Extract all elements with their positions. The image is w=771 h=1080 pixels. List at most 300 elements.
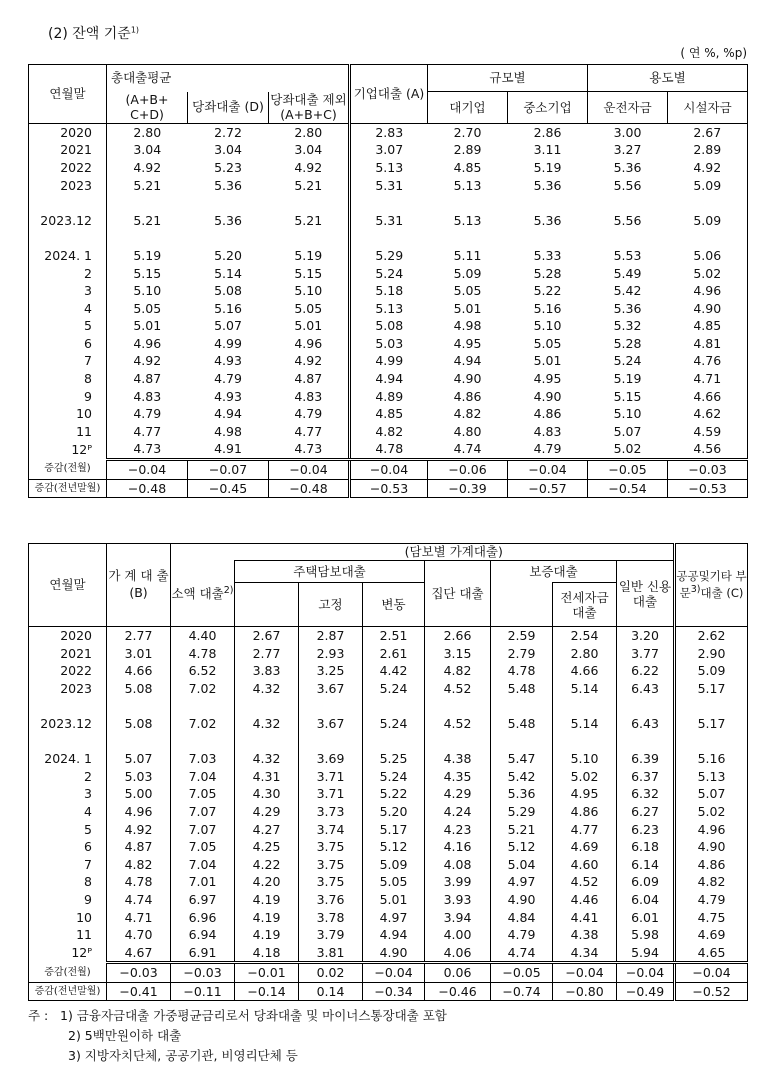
table-cell: 5.09 — [668, 212, 748, 230]
table-row — [29, 944, 748, 963]
table-cell: 5.01 — [363, 891, 425, 909]
header-jeonse: 전세자금 대출 — [553, 583, 617, 627]
table-cell: 4.96 — [675, 821, 748, 839]
table-cell: 4.31 — [235, 768, 299, 786]
table-cell: 5.19 — [533, 159, 562, 175]
change-cell: −0.46 — [425, 982, 491, 1001]
change-cell: −0.04 — [553, 963, 617, 983]
table-cell: 2.80 — [133, 124, 162, 140]
table-row — [29, 265, 748, 283]
table-cell: 5.28 — [613, 335, 642, 351]
table-cell: 5.10 — [269, 282, 350, 300]
table-cell: 4.76 — [668, 352, 748, 370]
row-label: 9 — [29, 891, 107, 909]
table-cell: 4.87 — [133, 371, 162, 387]
table-cell: 5.17 — [675, 680, 748, 698]
table-cell: 6.39 — [617, 750, 675, 768]
table-cell: 4.84 — [491, 909, 553, 927]
change-cell: −0.03 — [171, 963, 235, 983]
table-row — [29, 627, 748, 645]
table-cell: 5.09 — [363, 856, 425, 874]
row-label: 2 — [29, 265, 107, 283]
table-cell: 2.61 — [363, 645, 425, 663]
table-cell — [171, 697, 235, 715]
table-cell: 5.05 — [363, 873, 425, 891]
table-cell: 4.69 — [553, 838, 617, 856]
table-cell: 5.13 — [453, 212, 482, 228]
table-cell — [188, 194, 269, 212]
table-row — [29, 697, 748, 715]
table-cell: 4.79 — [214, 371, 242, 387]
table-cell — [617, 697, 675, 715]
table-row — [29, 423, 748, 441]
table-cell: 5.19 — [613, 371, 642, 387]
change-cell: −0.05 — [588, 460, 668, 480]
table-row — [29, 838, 748, 856]
row-label: 8 — [29, 873, 107, 891]
row-label — [29, 194, 107, 212]
table-cell: 4.67 — [107, 944, 171, 963]
table-cell: 2.59 — [491, 627, 553, 645]
table-cell: 4.92 — [133, 353, 162, 369]
note-3: 3) 지방자치단체, 공공기관, 비영리단체 등 — [68, 1048, 298, 1063]
row-label: 12ᴾ — [29, 440, 107, 459]
table-cell: 6.52 — [171, 662, 235, 680]
table-cell: 4.83 — [269, 388, 350, 406]
table-row — [29, 785, 748, 803]
table-cell: 7.07 — [171, 803, 235, 821]
table-cell: 4.77 — [133, 423, 162, 439]
table-cell: 6.04 — [617, 891, 675, 909]
table-cell: 3.83 — [235, 662, 299, 680]
table-cell: 4.75 — [675, 909, 748, 927]
table-cell — [508, 229, 588, 247]
table-cell: 4.93 — [214, 353, 242, 369]
change-row-label: 증감(전월) — [29, 460, 107, 480]
change-cell: 0.14 — [299, 982, 363, 1001]
table-cell — [553, 733, 617, 751]
table-cell: 4.32 — [235, 750, 299, 768]
table-cell: 4.83 — [533, 423, 562, 439]
table-cell: 5.42 — [491, 768, 553, 786]
table-row — [29, 405, 748, 423]
row-label: 2024. 1 — [29, 247, 107, 265]
change-cell: −0.04 — [675, 963, 748, 983]
table-cell — [675, 733, 748, 751]
row-label: 9 — [29, 388, 107, 406]
table-cell: 4.38 — [553, 926, 617, 944]
table-cell — [299, 697, 363, 715]
row-label: 10 — [29, 909, 107, 927]
table-cell: 5.36 — [533, 177, 562, 193]
table-cell: 5.00 — [107, 785, 171, 803]
table-cell: 5.14 — [553, 680, 617, 698]
table-cell: 6.22 — [617, 662, 675, 680]
table-cell: 3.11 — [533, 142, 562, 158]
table-cell: 5.23 — [214, 159, 242, 175]
table-cell: 5.48 — [491, 680, 553, 698]
table-cell: 5.21 — [269, 177, 350, 195]
table-cell: 4.97 — [363, 909, 425, 927]
change-row — [29, 963, 748, 983]
table-cell: 4.92 — [269, 352, 350, 370]
table-row — [29, 909, 748, 927]
row-label — [29, 697, 107, 715]
table-row — [29, 141, 748, 159]
table-cell: 3.71 — [299, 785, 363, 803]
table-cell: 2.66 — [425, 627, 491, 645]
table-cell: 4.87 — [107, 838, 171, 856]
table-cell — [350, 229, 428, 247]
unit-label: ( 연 %, %p) — [680, 46, 747, 60]
header-mortgage: 주택담보대출 — [235, 561, 425, 583]
note-1: 주 : 1) 금융자금대출 가중평균금리로서 당좌대출 및 마이너스통장대출 포함 — [28, 1008, 447, 1023]
row-label: 8 — [29, 370, 107, 388]
change-row-label: 증감(전년말월) — [29, 982, 107, 1001]
table-cell: 6.23 — [617, 821, 675, 839]
table-cell: 5.12 — [491, 838, 553, 856]
table-cell: 5.13 — [350, 159, 428, 177]
table-cell: 5.07 — [613, 423, 642, 439]
table-cell — [235, 697, 299, 715]
table-cell: 3.76 — [299, 891, 363, 909]
table-cell: 5.02 — [675, 803, 748, 821]
table-cell: 5.08 — [350, 317, 428, 335]
table-cell: 4.77 — [269, 423, 350, 441]
table-cell: 4.96 — [668, 282, 748, 300]
table-cell: 5.12 — [363, 838, 425, 856]
table-row — [29, 388, 748, 406]
table-cell: 2.77 — [235, 645, 299, 663]
row-label: 6 — [29, 838, 107, 856]
table-cell — [668, 194, 748, 212]
table-cell: 4.78 — [171, 645, 235, 663]
table-cell: 5.31 — [350, 212, 428, 230]
table-cell: 6.43 — [617, 680, 675, 698]
change-cell: −0.48 — [269, 479, 350, 498]
table-cell: 5.28 — [533, 265, 562, 281]
table-cell: 6.09 — [617, 873, 675, 891]
table-cell: 4.99 — [214, 335, 242, 351]
table-row — [29, 768, 748, 786]
table-cell — [299, 733, 363, 751]
table-cell: 5.13 — [350, 300, 428, 318]
row-label — [29, 229, 107, 247]
table-cell — [350, 194, 428, 212]
table-cell: 4.78 — [107, 873, 171, 891]
table-cell: 5.01 — [133, 318, 162, 334]
change-cell: −0.04 — [350, 460, 428, 480]
table-cell: 5.14 — [214, 265, 242, 281]
table-cell — [188, 229, 269, 247]
table-cell: 4.90 — [491, 891, 553, 909]
table-cell — [107, 194, 188, 212]
table-cell: 4.59 — [668, 423, 748, 441]
table-cell: 5.36 — [533, 212, 562, 228]
table-cell: 4.79 — [133, 406, 162, 422]
table-cell: 5.42 — [613, 283, 642, 299]
table-cell: 5.29 — [491, 803, 553, 821]
header-corporate: 기업대출 (A) — [350, 65, 428, 124]
header-overdraft: 당좌대출 (D) — [188, 92, 269, 124]
table-cell: 2.93 — [299, 645, 363, 663]
table-cell: 4.82 — [107, 856, 171, 874]
table-cell: 3.99 — [425, 873, 491, 891]
table-cell — [428, 194, 508, 212]
table-row — [29, 317, 748, 335]
table-cell: 4.90 — [675, 838, 748, 856]
header-by-size: 규모별 — [428, 65, 588, 92]
table-row — [29, 440, 748, 459]
table-cell: 5.16 — [675, 750, 748, 768]
table-cell: 5.25 — [363, 750, 425, 768]
table-cell: 4.96 — [269, 335, 350, 353]
table-cell: 5.21 — [269, 212, 350, 230]
table-cell: 5.09 — [675, 662, 748, 680]
table-cell: 5.22 — [363, 785, 425, 803]
table-cell — [171, 733, 235, 751]
table-row — [29, 733, 748, 751]
table-cell: 4.19 — [235, 926, 299, 944]
table-cell: 5.14 — [553, 715, 617, 733]
table-cell: 4.87 — [269, 370, 350, 388]
table-cell: 6.27 — [617, 803, 675, 821]
table-cell: 4.65 — [675, 944, 748, 963]
table-cell: 4.06 — [425, 944, 491, 963]
table-cell: 3.25 — [299, 662, 363, 680]
table-cell: 4.27 — [235, 821, 299, 839]
table-cell: 3.27 — [613, 142, 642, 158]
table-row — [29, 750, 748, 768]
table-cell: 7.07 — [171, 821, 235, 839]
change-row-label: 증감(전월) — [29, 963, 107, 983]
table-cell: 4.29 — [235, 803, 299, 821]
table-cell: 5.07 — [107, 750, 171, 768]
table-cell: 3.75 — [299, 838, 363, 856]
table-row — [29, 335, 748, 353]
header-excl-overdraft: 당좌대출 제외 (A+B+C) — [269, 92, 350, 124]
table-cell: 5.24 — [350, 265, 428, 283]
table-cell: 4.16 — [425, 838, 491, 856]
table-cell: 5.08 — [107, 680, 171, 698]
table-cell: 4.95 — [533, 371, 562, 387]
table-cell: 5.02 — [553, 768, 617, 786]
table-cell: 5.09 — [668, 177, 748, 195]
table-cell: 4.91 — [188, 440, 269, 459]
row-label: 7 — [29, 856, 107, 874]
table-cell: 4.73 — [269, 440, 350, 459]
table-cell: 5.22 — [533, 283, 562, 299]
table-cell: 4.79 — [508, 440, 588, 459]
table-row — [29, 803, 748, 821]
table-row — [29, 873, 748, 891]
header-general-credit: 일반 신용 대출 — [617, 561, 675, 627]
table-row — [29, 123, 748, 141]
change-cell: −0.11 — [171, 982, 235, 1001]
table-cell: 5.07 — [214, 318, 242, 334]
table-cell: 5.21 — [133, 212, 162, 228]
table-cell: 4.42 — [363, 662, 425, 680]
table-cell: 5.05 — [533, 335, 562, 351]
table-cell — [363, 733, 425, 751]
table-cell: 4.95 — [553, 785, 617, 803]
table-cell: 4.52 — [425, 715, 491, 733]
table-row — [29, 352, 748, 370]
table-cell: 2.89 — [668, 141, 748, 159]
table-cell: 5.31 — [350, 177, 428, 195]
table-cell — [491, 697, 553, 715]
table-cell: 4.60 — [553, 856, 617, 874]
change-cell: 0.06 — [425, 963, 491, 983]
table-cell: 5.13 — [453, 177, 482, 193]
table-cell: 3.00 — [613, 124, 642, 140]
table-cell: 4.83 — [133, 388, 162, 404]
table-cell: 5.02 — [588, 440, 668, 459]
table-cell: 4.41 — [553, 909, 617, 927]
table-cell — [553, 697, 617, 715]
table-cell: 4.97 — [491, 873, 553, 891]
table-cell: 5.10 — [553, 750, 617, 768]
change-cell: −0.34 — [363, 982, 425, 1001]
table-cell: 2.80 — [553, 645, 617, 663]
table-cell: 2.87 — [299, 627, 363, 645]
table-cell: 5.13 — [675, 768, 748, 786]
table-row — [29, 247, 748, 265]
header-sme: 중소기업 — [508, 92, 588, 123]
table-row — [29, 212, 748, 230]
table-cell: 4.79 — [269, 405, 350, 423]
change-row — [29, 982, 748, 1001]
header-small-loan: 소액 대출$^{2)}$ — [171, 561, 235, 627]
table-cell: 4.70 — [107, 926, 171, 944]
table-cell: 2.77 — [107, 627, 171, 645]
table-cell: 3.93 — [425, 891, 491, 909]
table-cell: 4.38 — [425, 750, 491, 768]
table-cell: 4.35 — [425, 768, 491, 786]
table-row — [29, 680, 748, 698]
header-total-average: 총대출평균 — [107, 65, 350, 92]
table-cell: 5.36 — [214, 212, 242, 228]
title-footnote-mark: 1) — [130, 25, 140, 35]
table-row — [29, 715, 748, 733]
table-cell — [588, 229, 668, 247]
table-cell: 5.20 — [214, 247, 242, 263]
table-cell: 7.05 — [171, 785, 235, 803]
row-label: 10 — [29, 405, 107, 423]
table-cell: 4.95 — [453, 335, 482, 351]
table-cell: 5.36 — [613, 300, 642, 316]
table-cell: 4.19 — [235, 891, 299, 909]
change-cell: −0.04 — [508, 460, 588, 480]
table-cell: 4.71 — [107, 909, 171, 927]
change-cell: −0.54 — [588, 479, 668, 498]
table-cell: 4.71 — [668, 370, 748, 388]
table-cell: 5.01 — [533, 353, 562, 369]
table-row — [29, 159, 748, 177]
table-cell: 4.34 — [553, 944, 617, 963]
table-cell: 5.09 — [453, 265, 482, 281]
table-cell: 4.18 — [235, 944, 299, 963]
table-cell: 3.04 — [269, 141, 350, 159]
change-cell: −0.48 — [107, 479, 188, 498]
change-cell: −0.04 — [107, 460, 188, 480]
table-cell: 4.82 — [425, 662, 491, 680]
table-cell: 5.05 — [269, 300, 350, 318]
table-cell: 5.48 — [491, 715, 553, 733]
table-cell — [617, 733, 675, 751]
table-cell: 5.33 — [533, 247, 562, 263]
table-cell: 4.79 — [491, 926, 553, 944]
table-cell: 2.51 — [363, 627, 425, 645]
table-cell: 3.73 — [299, 803, 363, 821]
table-cell: 5.17 — [363, 821, 425, 839]
table-cell: 4.82 — [675, 873, 748, 891]
row-label: 12ᴾ — [29, 944, 107, 963]
table-cell: 3.75 — [299, 873, 363, 891]
table-cell — [269, 229, 350, 247]
table-cell: 5.24 — [363, 768, 425, 786]
header-total-sub: (A+B+ C+D) — [107, 92, 188, 124]
table-cell: 4.90 — [668, 300, 748, 318]
table-cell — [428, 229, 508, 247]
table-cell: 4.86 — [453, 388, 482, 404]
table-cell: 4.96 — [133, 335, 162, 351]
header-fixed: 고정 — [299, 583, 363, 627]
table-cell: 4.78 — [491, 662, 553, 680]
row-label: 2021 — [29, 141, 107, 159]
table-cell: 4.29 — [425, 785, 491, 803]
household-loan-rate-table — [28, 543, 748, 1001]
header-facility: 시설자금 — [668, 92, 748, 123]
row-label: 6 — [29, 335, 107, 353]
table-cell: 4.99 — [350, 352, 428, 370]
table-cell: 5.06 — [668, 247, 748, 265]
table-row — [29, 177, 748, 195]
change-cell: −0.49 — [617, 982, 675, 1001]
table-cell: 4.85 — [668, 317, 748, 335]
table-cell: 4.25 — [235, 838, 299, 856]
change-cell: −0.57 — [508, 479, 588, 498]
row-label: 5 — [29, 821, 107, 839]
table-cell: 7.04 — [171, 856, 235, 874]
table-cell: 5.20 — [363, 803, 425, 821]
table-row — [29, 300, 748, 318]
table-cell: 3.71 — [299, 768, 363, 786]
table-cell: 4.32 — [235, 680, 299, 698]
table-cell: 4.66 — [107, 662, 171, 680]
table-cell: 3.94 — [425, 909, 491, 927]
table-cell: 4.90 — [453, 371, 482, 387]
table-cell: 2.67 — [235, 627, 299, 645]
table-cell: 4.82 — [453, 406, 482, 422]
corporate-loan-rate-table — [28, 64, 748, 498]
row-label: 2022 — [29, 159, 107, 177]
row-label: 2024. 1 — [29, 750, 107, 768]
header-working: 운전자금 — [588, 92, 668, 123]
table-cell: 5.03 — [107, 768, 171, 786]
table-cell: 5.21 — [133, 177, 162, 193]
table-cell: 2.67 — [668, 123, 748, 141]
table-cell: 2.89 — [453, 142, 482, 158]
table-cell: 5.02 — [668, 265, 748, 283]
table-cell: 4.74 — [428, 440, 508, 459]
table-cell: 7.04 — [171, 768, 235, 786]
table-cell — [363, 697, 425, 715]
table-cell: 3.67 — [299, 680, 363, 698]
table-cell — [235, 733, 299, 751]
table-cell: 3.74 — [299, 821, 363, 839]
table-cell: 5.08 — [107, 715, 171, 733]
